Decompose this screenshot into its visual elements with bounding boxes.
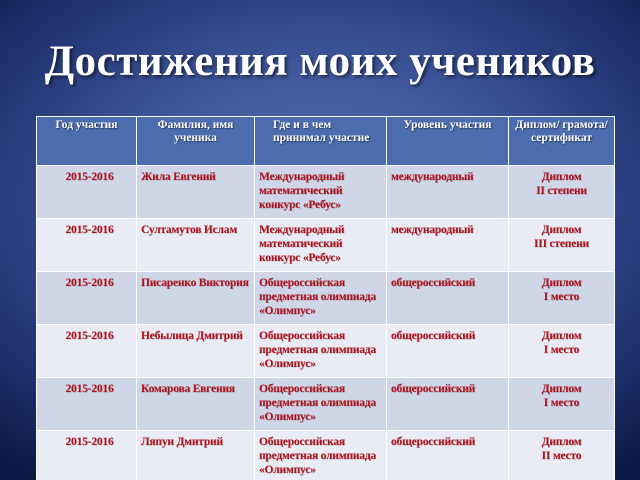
cell-award [509,166,615,219]
cell-student-name: Жила Евгений [137,166,255,219]
cell-year: 2015-2016 [37,272,137,325]
header-event: Где и в чем принимал участие [255,117,387,166]
cell-year: 2015-2016 [37,166,137,219]
cell-student-name: Султамутов Ислам [137,219,255,272]
award-rank: II степени [536,185,587,197]
cell-event: Общероссийская предметная олимпиада «Олимпус» [255,431,387,480]
cell-level: общероссийский [387,431,509,480]
cell-student-name: Писаренко Виктория [137,272,255,325]
cell-student-name: Ляпун Дмитрий [137,431,255,480]
cell-year: 2015-2016 [37,431,137,480]
award-type: Диплом [541,277,582,289]
cell-award [509,378,615,431]
cell-year: 2015-2016 [37,378,137,431]
award-rank: I место [543,344,580,356]
header-year: Год участия [37,117,137,166]
header-award: Диплом/ грамота/ сертификат [509,117,615,166]
cell-award [509,219,615,272]
cell-level: общероссийский [387,325,509,378]
award-type: Диплом [541,171,582,183]
cell-award [509,272,615,325]
achievements-table-container [36,116,614,476]
table-row [37,219,615,272]
cell-student-name: Комарова Евгения [137,378,255,431]
cell-level: общероссийский [387,378,509,431]
table-row [37,166,615,219]
table-row [37,272,615,325]
achievements-table [36,116,615,480]
table-row [37,325,615,378]
table-row [37,378,615,431]
cell-level: международный [387,219,509,272]
slide-title: Достижения моих учеников [44,38,596,85]
cell-award [509,431,615,480]
award-type: Диплом [541,224,582,236]
cell-student-name: Небылица Дмитрий [137,325,255,378]
award-rank: I место [543,397,580,409]
cell-event: Общероссийская предметная олимпиада «Олимпус» [255,378,387,431]
award-rank: II место [541,450,582,462]
table-header-row [37,117,615,166]
cell-event: Международный математический конкурс «Ребус» [255,219,387,272]
award-rank: I место [543,291,580,303]
header-student-name: Фамилия, имя ученика [137,117,255,166]
table-row [37,431,615,480]
award-type: Диплом [541,330,582,342]
award-rank: III степени [534,238,589,250]
cell-year: 2015-2016 [37,325,137,378]
cell-level: общероссийский [387,272,509,325]
cell-event: Общероссийская предметная олимпиада «Олимпус» [255,272,387,325]
cell-level: международный [387,166,509,219]
cell-year: 2015-2016 [37,219,137,272]
award-type: Диплом [541,383,582,395]
cell-award [509,325,615,378]
award-type: Диплом [541,436,582,448]
header-level: Уровень участия [387,117,509,166]
cell-event: Общероссийская предметная олимпиада «Олимпус» [255,325,387,378]
cell-event: Международный математический конкурс «Ребус» [255,166,387,219]
